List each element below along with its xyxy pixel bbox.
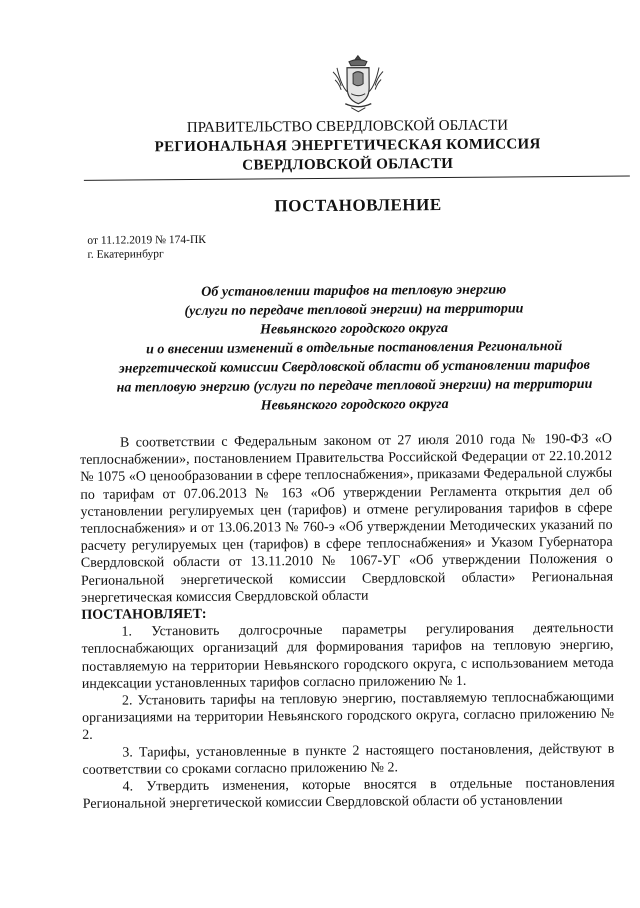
commission-name-line2: СВЕРДЛОВСКОЙ ОБЛАСТИ: [242, 155, 454, 174]
coat-of-arms-icon: [329, 51, 387, 113]
document-subject: [69, 279, 640, 416]
document-type-title: ПОСТАНОВЛЕНИЕ: [274, 195, 442, 216]
resolution-item: 1. Установить долгосрочные параметры регулирования деятельности теплоснабжающих организаций для формирования тарифов на тепловую энергию, поставляемую на территории Невьянского городского округа, с использованием метода индексации установленных тарифов согласно приложению № 1.: [81, 620, 614, 692]
document-date-number: от 11.12.2019 № 174-ПК: [87, 233, 207, 247]
preamble-paragraph: В соответствии с Федеральным законом от 27 июля 2010 года № 190-ФЗ «О теплоснабжении», постановлением Правительства Российской Федерации от 22.10.2012 № 1075 «О ценообразовании в сфере теплоснабжения», приказами Федеральной службы по тарифам от 07.06.2013 № 163 «Об утверждении Регламента открытия дел об установлении регулируемых цен (тарифов) и отмене регулирования тарифов в сфере теплоснабжения» и от 13.06.2013 № 760-э «Об утверждении Методических указаний по расчету регулируемых цен (тарифов) в сфере теплоснабжения» и Указом Губернатора Свердловской области от 13.11.2010 № 1067-УГ «Об утверждении Положения о Региональной энергетической комиссии Свердловской области» Региональная энергетическая комиссия Свердловской области: [80, 431, 614, 606]
document-place: г. Екатеринбург: [87, 248, 164, 261]
resolution-item: 4. Утвердить изменения, которые вносятся в отдельные постановления Региональной энергетической комиссии Свердловской области об установлении: [82, 775, 615, 813]
resolution-item: 2. Установить тарифы на тепловую энергию, поставляемую теплоснабжающими организациями на территории Невьянского городского округа, согласно приложению № 2.: [82, 689, 615, 744]
document-body: [80, 431, 615, 814]
subject-line: (услуги по передаче тепловой энергии) на территории: [184, 301, 524, 320]
subject-line: Невьянского городского округа: [260, 396, 449, 414]
commission-name-line1: РЕГИОНАЛЬНАЯ ЭНЕРГЕТИЧЕСКАЯ КОМИССИЯ: [154, 136, 541, 156]
government-name: ПРАВИТЕЛЬСТВО СВЕРДЛОВСКОЙ ОБЛАСТИ: [186, 117, 509, 137]
resolve-heading: ПОСТАНОВЛЯЕТ:: [81, 606, 207, 623]
subject-line: и о внесении изменений в отдельные постановления Региональной: [146, 339, 563, 358]
subject-line: энергетической комиссии Свердловской области об установлении тарифов: [118, 357, 590, 377]
subject-line: на тепловую энергию (услуги по передаче тепловой энергии) на территории: [116, 376, 593, 396]
subject-line: Об установлении тарифов на тепловую энергию: [201, 282, 507, 300]
subject-line: Невьянского городского округа: [260, 320, 449, 338]
resolution-item: 3. Тарифы, установленные в пункте 2 настоящего постановления, действуют в соответствии со сроками согласно приложению № 2.: [82, 741, 615, 778]
header-divider: [84, 176, 630, 181]
